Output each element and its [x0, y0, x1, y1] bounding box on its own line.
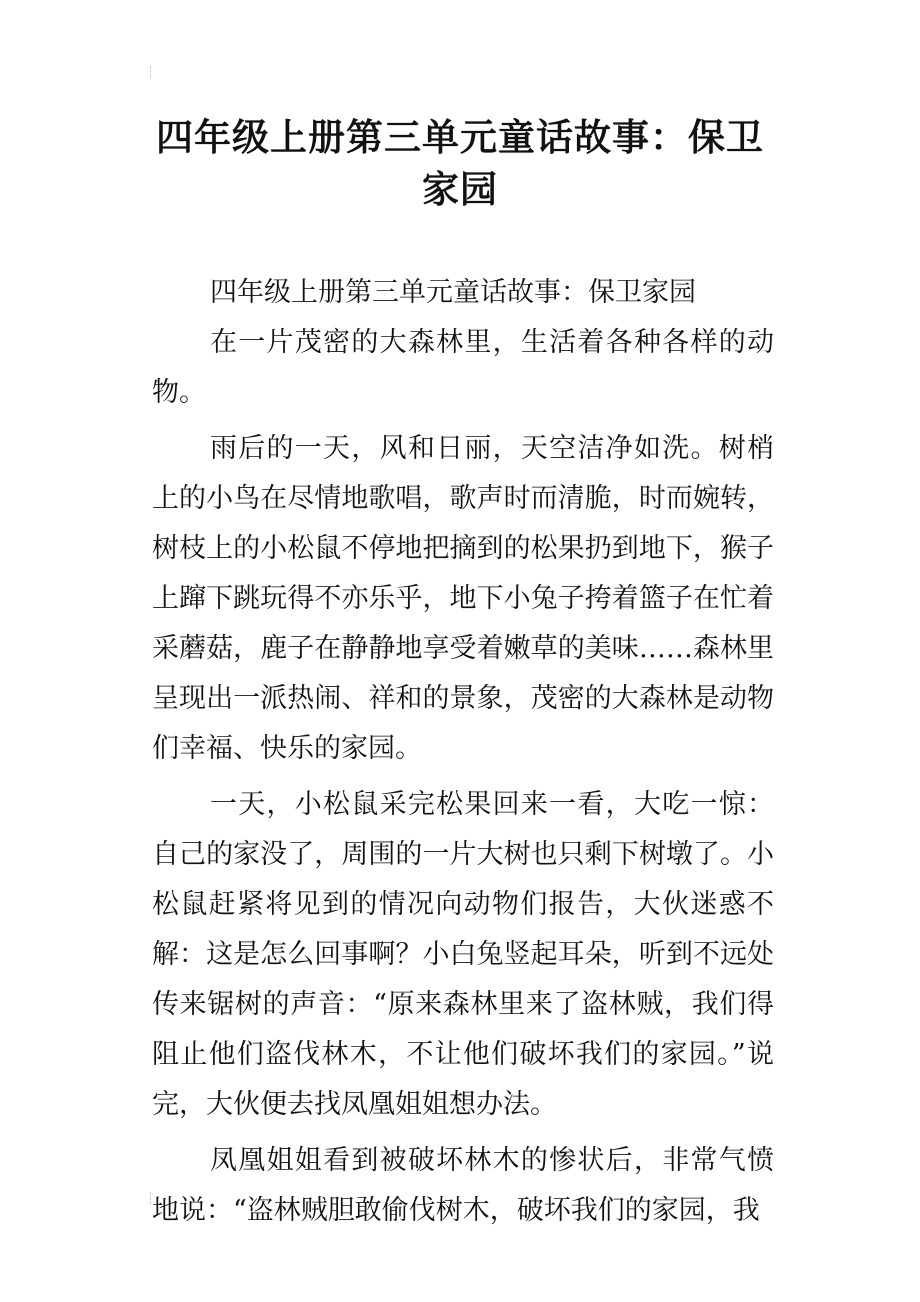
crop-mark-top [150, 66, 155, 78]
paragraph: 雨后的一天，风和日丽，天空洁净如洗。树梢上的小鸟在尽情地歌唱，歌声时而清脆，时而婉转，树枝上的小松鼠不停地把摘到的松果扔到地下，猴子上蹿下跳玩得不亦乐乎，地下小兔子挎着篮子在忙着采蘑菇，鹿子在静静地享受着嫩草的美味……森林里呈现出一派热闹、祥和的景象，茂密的大森林是动物们幸福、快乐的家园。 [152, 433, 774, 764]
page-title: 四年级上册第三单元童话故事：保卫家园 [156, 116, 764, 211]
crop-mark-bottom [150, 1192, 155, 1204]
paragraph: 一天，小松鼠采完松果回来一看，大吃一惊：自己的家没了，周围的一片大树也只剩下树墩了。小松鼠赶紧将见到的情况向动物们报告，大伙迷惑不解：这是怎么回事啊？小白兔竖起耳朵，听到不远处传来锯树的声音：“原来森林里来了盗林贼，我们得阻止他们盗伐林木，不让他们破坏我们的家园。”说完，大伙便去找凤凰姐姐想办法。 [152, 789, 774, 1120]
article-body [152, 268, 774, 1236]
paragraph: 凤凰姐姐看到被破坏林木的惨状后，非常气愤地说：“盗林贼胆敢偷伐树木，破坏我们的家园，我 [152, 1145, 774, 1226]
paragraph-heading: 四年级上册第三单元童话故事：保卫家园 [210, 277, 696, 308]
paragraph: 在一片茂密的大森林里，生活着各种各样的动物。 [152, 327, 774, 408]
